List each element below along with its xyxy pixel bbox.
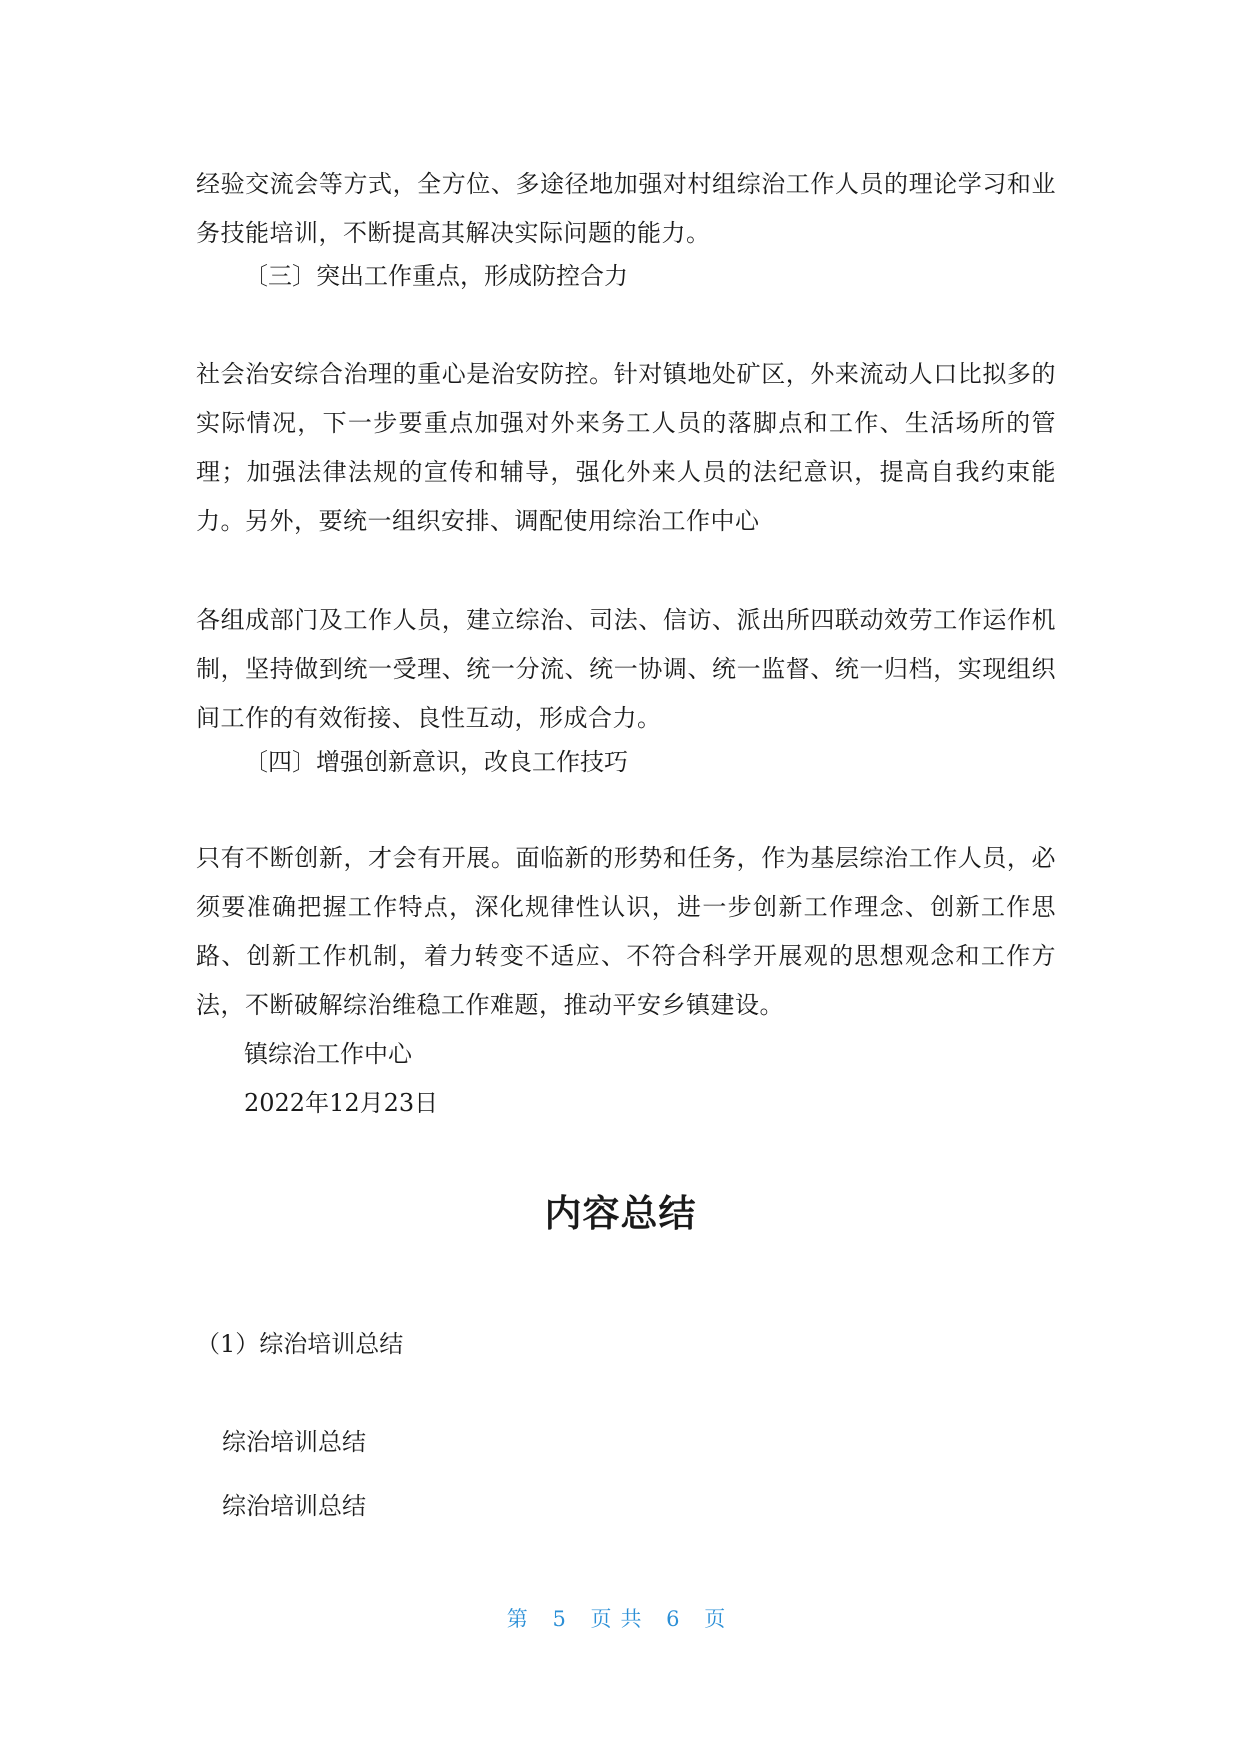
section-heading-3: 〔三〕突出工作重点，形成防控合力 (244, 262, 628, 290)
summary-title: 内容总结 (544, 1191, 697, 1235)
page-number-footer: 第 5 页共 6 页 (506, 1607, 735, 1631)
body-paragraph-3: 各组成部门及工作人员，建立综治、司法、信访、派出所四联动效劳工作运作机制，坚持做到统一受理、统一分流、统一协调、统一监督、统一归档，实现组织间工作的有效衔接、良性互动，形成合力。 (196, 606, 1056, 732)
summary-item-1: （1）综治培训总结 (196, 1330, 404, 1358)
body-paragraph-4: 只有不断创新，才会有开展。面临新的形势和任务，作为基层综治工作人员，必须要准确把握工作特点，深化规律性认识，进一步创新工作理念、创新工作思路、创新工作机制，着力转变不适应、不符合科学开展观的思想观念和工作方法，不断破解综治维稳工作难题，推动平安乡镇建设。 (196, 844, 1056, 1019)
summary-subitem-2: 综治培训总结 (222, 1492, 366, 1520)
signature-date: 2022年12月23日 (244, 1089, 439, 1117)
summary-subitem-1: 综治培训总结 (222, 1428, 366, 1456)
signature-organization: 镇综治工作中心 (244, 1040, 412, 1068)
body-paragraph-2: 社会治安综合治理的重心是治安防控。针对镇地处矿区，外来流动人口比拟多的实际情况，下一步要重点加强对外来务工人员的落脚点和工作、生活场所的管理；加强法律法规的宣传和辅导，强化外来人员的法纪意识，提高自我约束能力。另外，要统一组织安排、调配使用综治工作中心 (196, 360, 1056, 535)
section-heading-4: 〔四〕增强创新意识，改良工作技巧 (244, 748, 628, 776)
body-paragraph-1: 经验交流会等方式，全方位、多途径地加强对村组综治工作人员的理论学习和业务技能培训，不断提高其解决实际问题的能力。 (196, 170, 1056, 247)
